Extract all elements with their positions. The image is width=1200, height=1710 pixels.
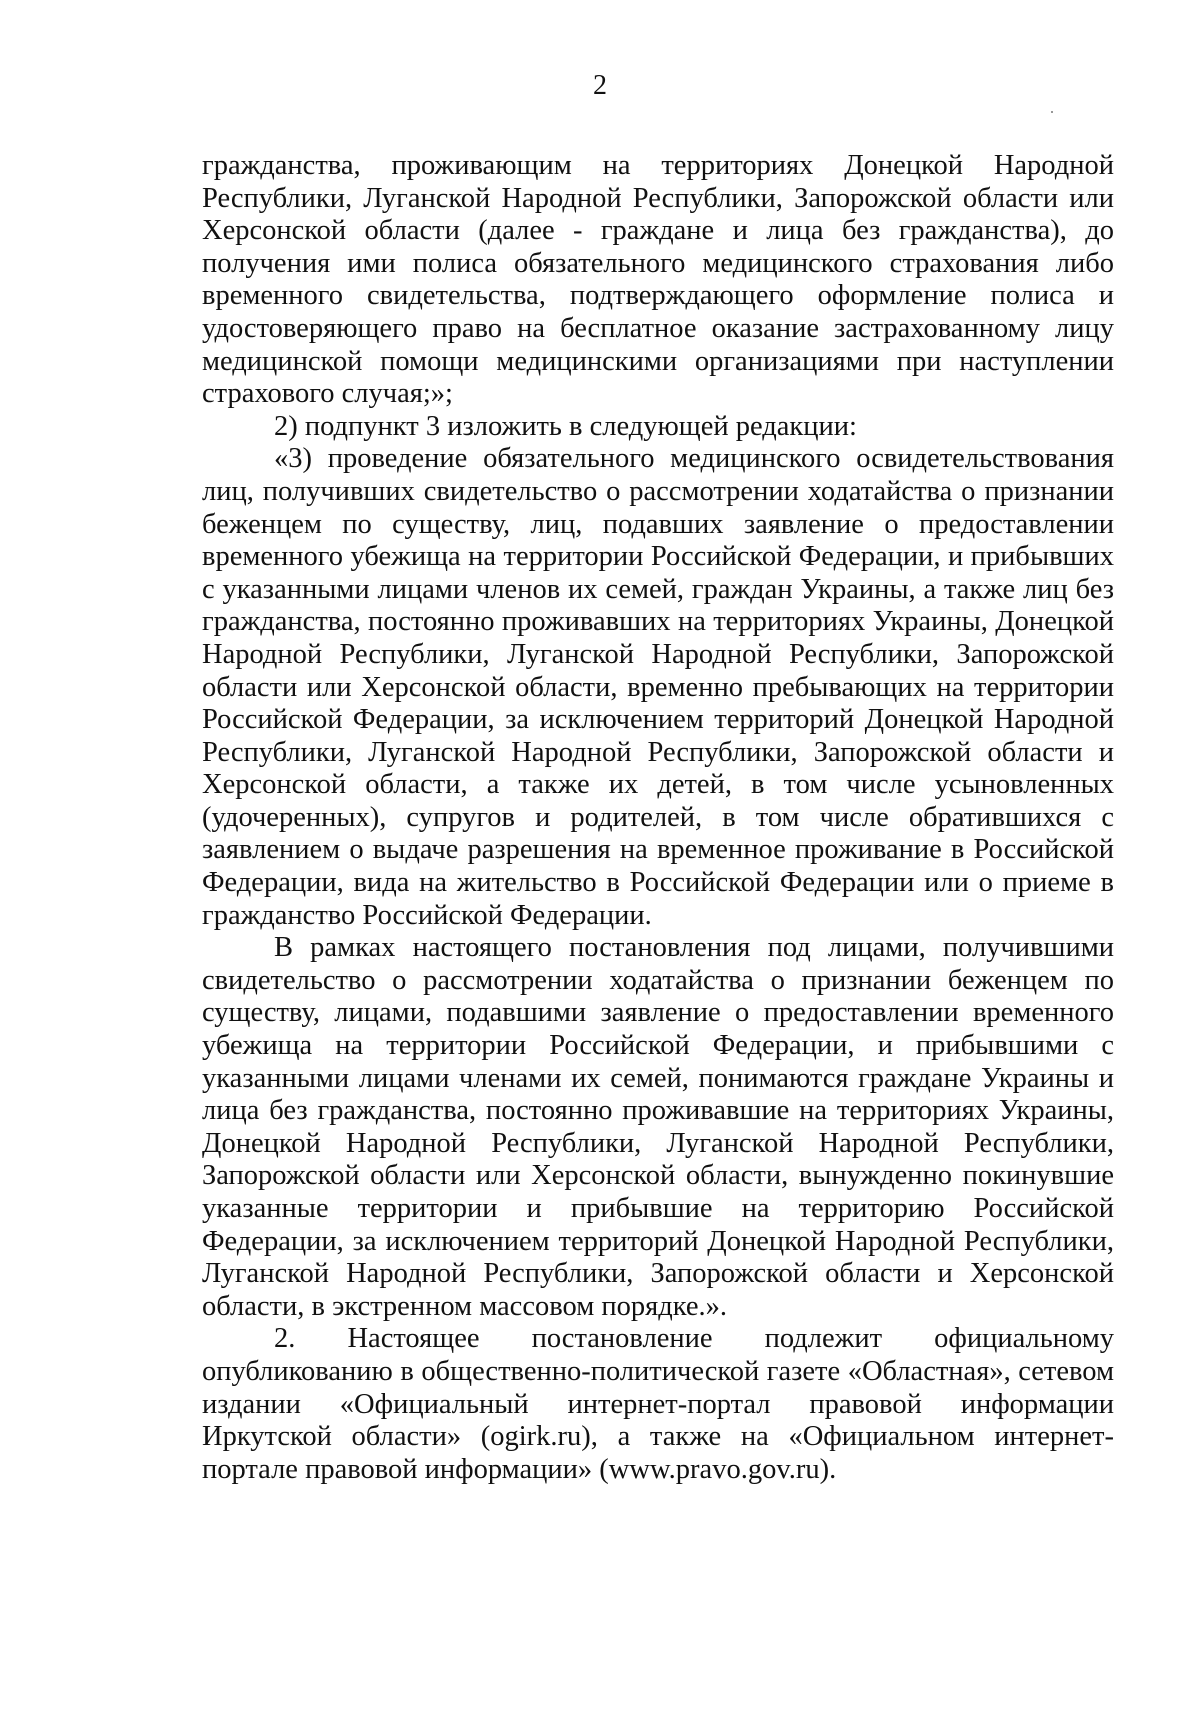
page-number: 2 (593, 70, 607, 101)
document-body (202, 150, 1114, 1486)
paragraph-amendment-2: 2) подпункт 3 изложить в следующей редакции: (274, 410, 857, 442)
paragraph-publication: 2. Настоящее постановление подлежит официальному опубликованию в общественно-политической газете «Областная», сетевом издании «Официальный интернет-портал правовой информации Иркутской области» (ogirk.ru), а также на «Официальном интернет-портале правовой информации» (www.pravo.gov.ru). (202, 1323, 1114, 1485)
scan-speck (1051, 111, 1053, 113)
paragraph-subitem-3: «3) проведение обязательного медицинского освидетельствования лиц, получивших свидетельство о рассмотрении ходатайства о признании беженцем по существу, лиц, подавших заявление о предоставлении временного убежища на территории Российской Федерации, и прибывших с указанными лицами членов их семей, граждан Украины, а также лиц без гражданства, постоянно проживавших на территориях Украины, Донецкой Народной Республики, Луганской Народной Республики, Запорожской области или Херсонской области, временно пребывающих на территории Российской Федерации, за исключением территорий Донецкой Народной Республики, Луганской Народной Республики, Запорожской области и Херсонской области, а также их детей, в том числе усыновленных (удочеренных), супругов и родителей, в том числе обратившихся с заявлением о выдаче разрешения на временное проживание в Российской Федерации, вида на жительство в Российской Федерации или о приеме в гражданство Российской Федерации. (202, 443, 1114, 931)
paragraph-definition: В рамках настоящего постановления под лицами, получившими свидетельство о рассмотрении ходатайства о признании беженцем по существу, лицами, подавшими заявление о предоставлении временного убежища на территории Российской Федерации, и прибывшими с указанными лицами членами их семей, понимаются граждане Украины и лица без гражданства, постоянно проживавшие на территориях Украины, Донецкой Народной Республики, Луганской Народной Республики, Запорожской области или Херсонской области, вынужденно покинувшие указанные территории и прибывшие на территорию Российской Федерации, за исключением территорий Донецкой Народной Республики, Луганской Народной Республики, Запорожской области и Херсонской области, в экстренном массовом порядке.». (202, 932, 1114, 1322)
paragraph-continuation: гражданства, проживающим на территориях Донецкой Народной Республики, Луганской Народной Республики, Запорожской области или Херсонской области (далее - граждане и лица без гражданства), до получения ими полиса обязательного медицинского страхования либо временного свидетельства, подтверждающего оформление полиса и удостоверяющего право на бесплатное оказание застрахованному лицу медицинской помощи медицинскими организациями при наступлении страхового случая;»; (202, 150, 1114, 410)
